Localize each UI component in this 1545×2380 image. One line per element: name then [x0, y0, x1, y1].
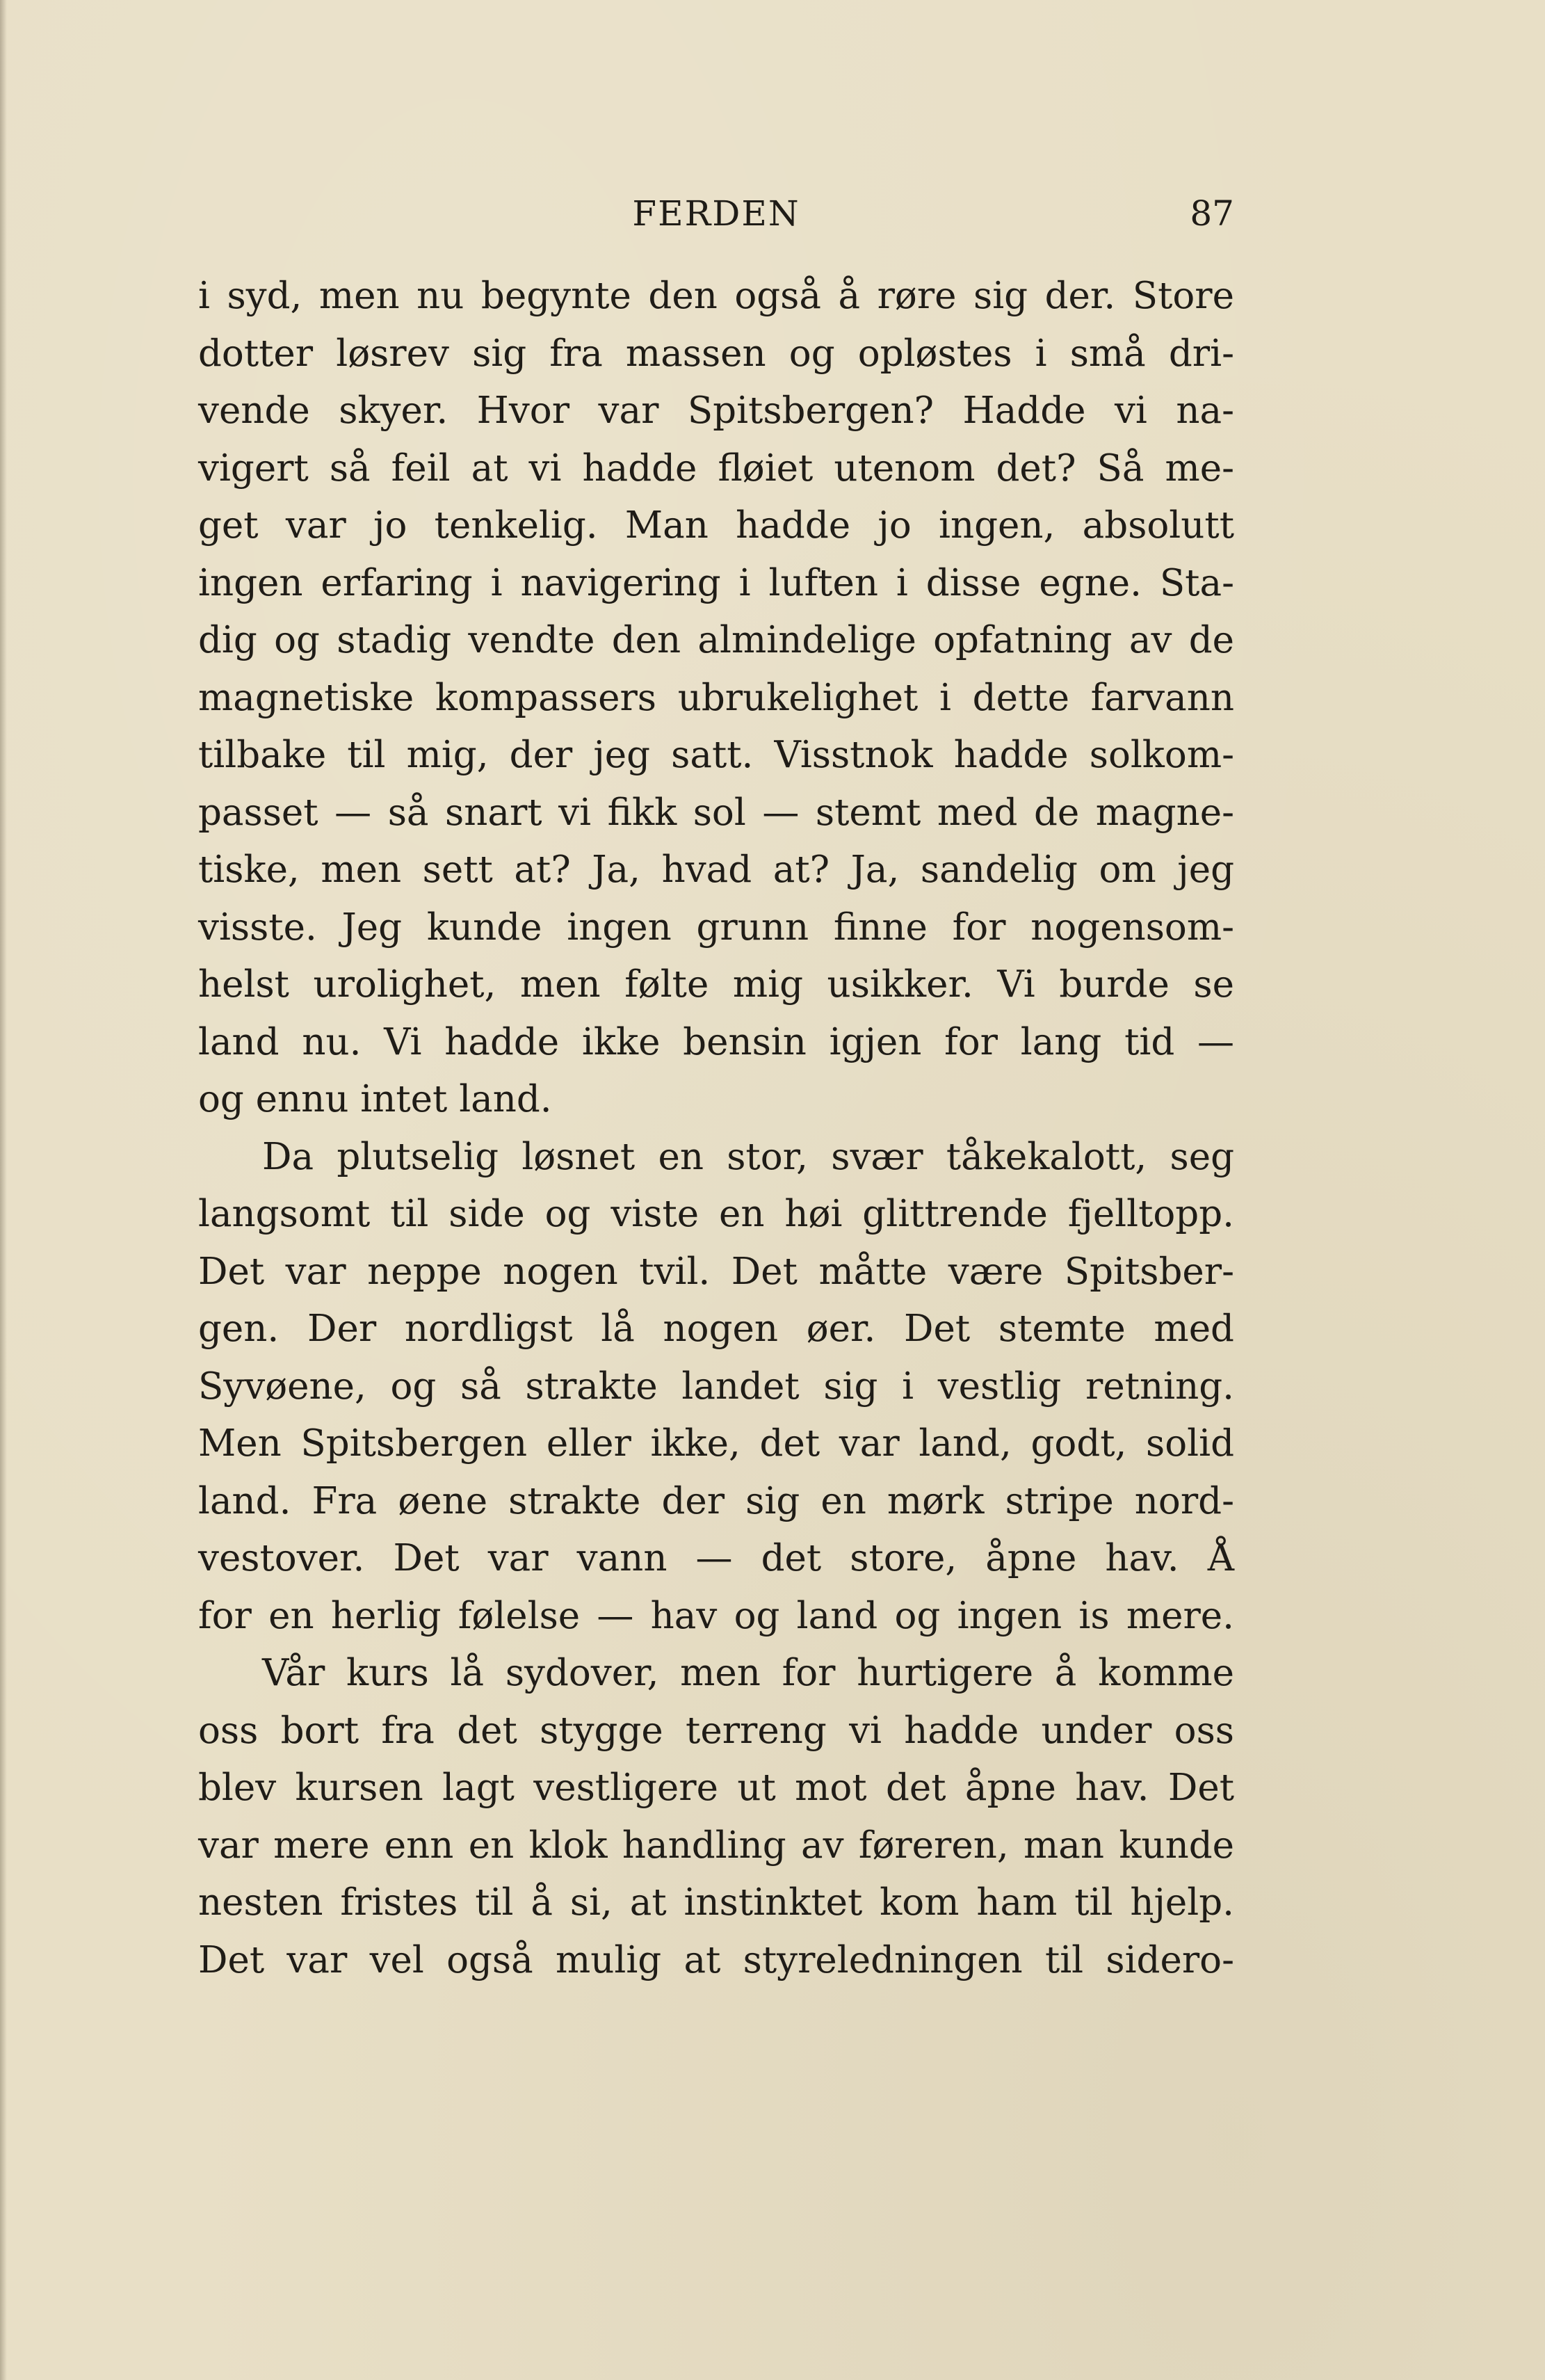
text-line: get var jo tenkelig. Man hadde jo ingen, absolutt — [198, 504, 1234, 547]
text-line: dotter løsrev sig fra massen og opløstes i små dri- — [198, 332, 1234, 375]
paragraph — [198, 268, 1234, 1129]
text-line: ingen erfaring i navigering i luften i disse egne. Sta- — [198, 561, 1234, 604]
text-line: tilbake til mig, der jeg satt. Visstnok hadde solkom- — [198, 734, 1234, 776]
page-edge-shadow — [0, 0, 7, 2380]
text-line: dig og stadig vendte den almindelige opfatning av de — [198, 619, 1234, 661]
text-line: Men Spitsbergen eller ikke, det var land, godt, solid — [198, 1422, 1234, 1465]
text-line: land. Fra øene strakte der sig en mørk stripe nord- — [198, 1479, 1234, 1522]
text-line: Da plutselig løsnet en stor, svær tåkekalott, seg — [262, 1135, 1234, 1178]
text-line: visste. Jeg kunde ingen grunn finne for nogensom- — [198, 906, 1234, 949]
page-number: 87 — [1190, 193, 1234, 234]
text-line: oss bort fra det stygge terreng vi hadde under oss — [198, 1709, 1234, 1752]
text-line: passet — så snart vi fikk sol — stemt med de magne- — [198, 791, 1234, 834]
text-line: og ennu intet land. — [198, 1078, 552, 1120]
text-line: for en herlig følelse — hav og land og ingen is mere. — [198, 1594, 1234, 1637]
paragraph — [198, 1645, 1234, 1989]
body-text — [198, 268, 1234, 1989]
text-line: land nu. Vi hadde ikke bensin igjen for lang tid — — [198, 1020, 1234, 1063]
text-line: Det var vel også mulig at styreledningen til sidero- — [198, 1938, 1234, 1981]
text-line: nesten fristes til å si, at instinktet kom ham til hjelp. — [198, 1881, 1234, 1924]
text-line: langsomt til side og viste en høi glittrende fjelltopp. — [198, 1193, 1234, 1235]
text-line: blev kursen lagt vestligere ut mot det åpne hav. Det — [198, 1767, 1234, 1809]
running-title: FERDEN — [632, 193, 800, 234]
page-header — [198, 188, 1234, 243]
text-line: Det var neppe nogen tvil. Det måtte være Spitsber- — [198, 1250, 1234, 1293]
text-line: vigert så feil at vi hadde fløiet utenom det? Så me- — [198, 447, 1234, 490]
text-line: var mere enn en klok handling av føreren, man kunde — [198, 1824, 1234, 1867]
text-line: i syd, men nu begynte den også å røre sig der. Store — [198, 275, 1234, 317]
text-line: Vår kurs lå sydover, men for hurtigere å komme — [262, 1652, 1234, 1694]
paragraph — [198, 1129, 1234, 1646]
text-line: Syvøene, og så strakte landet sig i vestlig retning. — [198, 1365, 1234, 1408]
text-line: magnetiske kompassers ubrukelighet i dette farvann — [198, 676, 1234, 719]
text-line: tiske, men sett at? Ja, hvad at? Ja, sandelig om jeg — [198, 849, 1234, 891]
text-line: gen. Der nordligst lå nogen øer. Det stemte med — [198, 1308, 1234, 1350]
text-line: vestover. Det var vann — det store, åpne hav. Å — [198, 1537, 1234, 1579]
text-line: vende skyer. Hvor var Spitsbergen? Hadde vi na- — [198, 389, 1234, 432]
text-line: helst urolighet, men følte mig usikker. Vi burde se — [198, 963, 1234, 1006]
